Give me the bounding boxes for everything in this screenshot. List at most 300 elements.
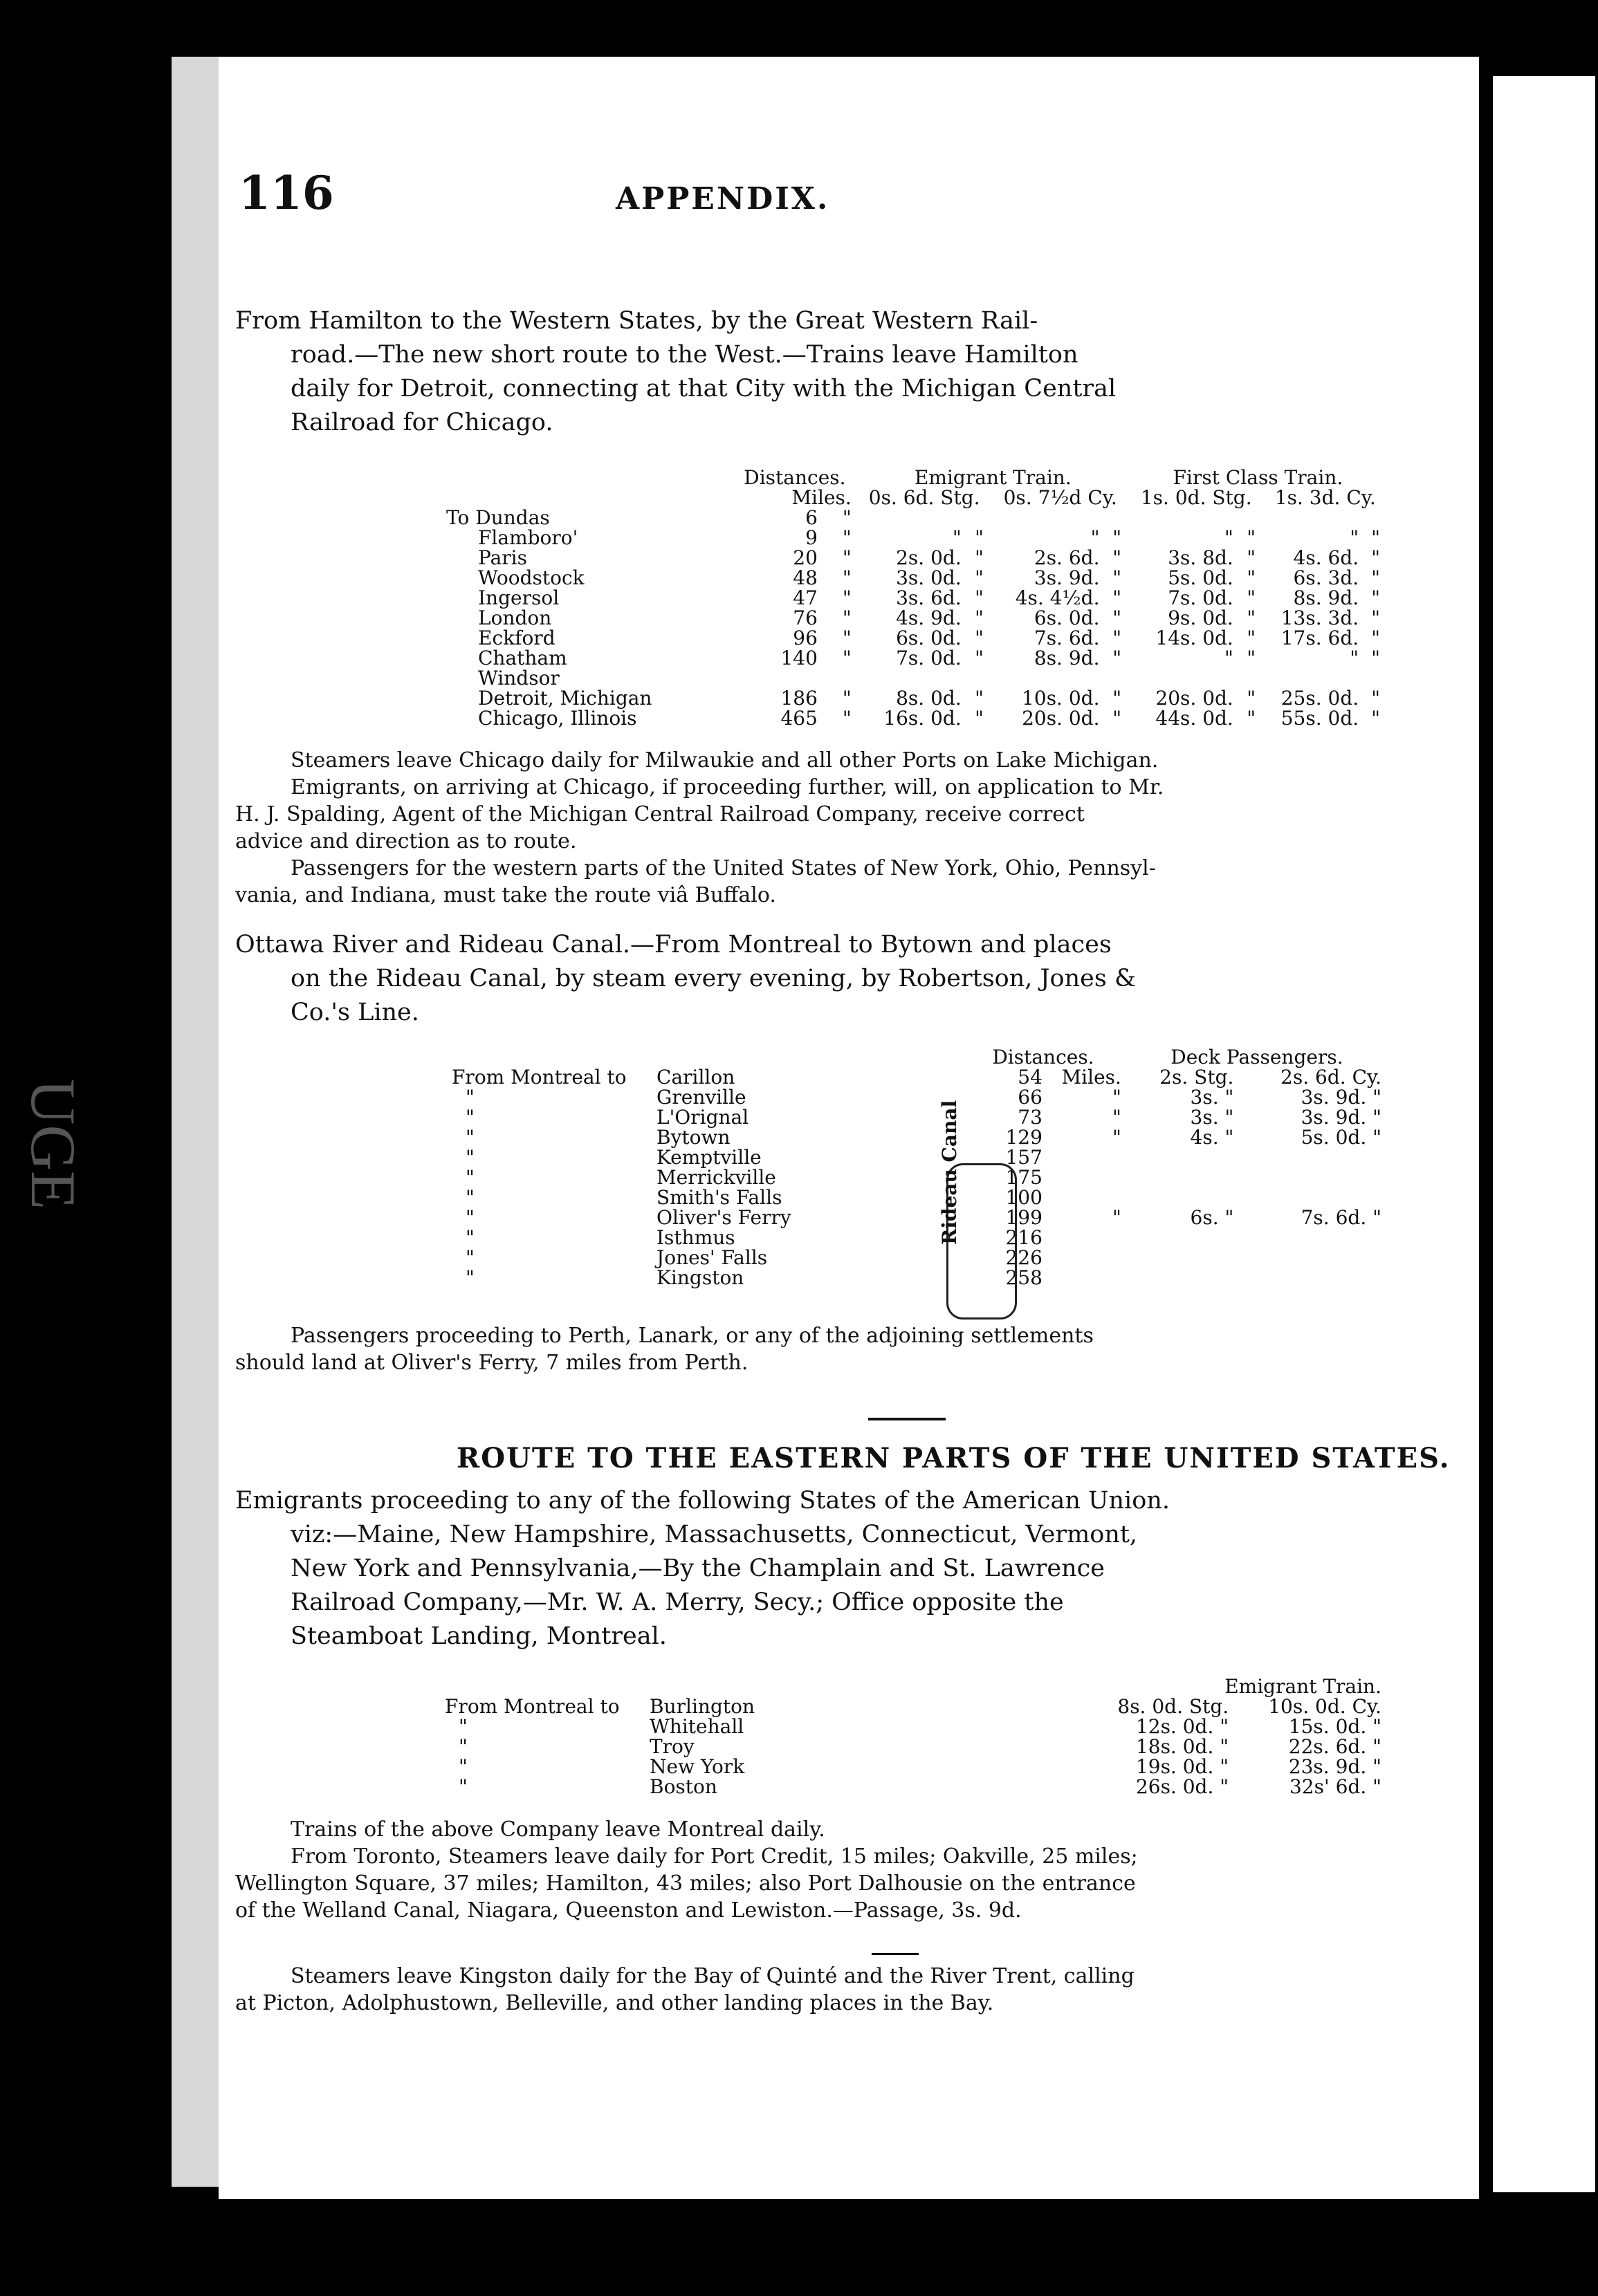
distance-value: 140: [780, 647, 818, 669]
table-row: [439, 1777, 1387, 1797]
distance-value: 157: [1005, 1146, 1043, 1169]
ottawa-paragraph: [235, 928, 1370, 1030]
table-cell: Emigrant Train.: [914, 466, 1072, 489]
table-cell: Paris: [478, 546, 527, 569]
table-cell: 3s. 9d. ": [1301, 1086, 1381, 1109]
table-row: [439, 1757, 1387, 1777]
text-line: Co.'s Line.: [291, 999, 419, 1026]
table-cell: [1127, 1167, 1240, 1187]
distance-unit: ": [1112, 1106, 1121, 1129]
text-line: should land at Oliver's Ferry, 7 miles from Perth.: [235, 1351, 749, 1375]
table-cell: [959, 1067, 1127, 1087]
page-number: 116: [239, 166, 334, 220]
text-line: Ottawa River and Rideau Canal.—From Montreal to Bytown and places: [235, 931, 1112, 959]
table-cell: 4s. 9d.: [896, 607, 962, 629]
table-cell: 22s. 6d. ": [1288, 1735, 1381, 1758]
table-cell: ": [1090, 526, 1100, 549]
table-cell: [733, 708, 857, 728]
table-cell: Chicago, Illinois: [478, 707, 637, 730]
distance-value: 226: [1005, 1246, 1043, 1269]
table-cell: Burlington: [650, 1695, 755, 1718]
table-cell: Carillon: [656, 1066, 735, 1089]
table-cell: London: [478, 607, 552, 629]
table-cell: ": [1371, 607, 1381, 629]
table-cell: Detroit, Michigan: [478, 687, 652, 710]
distance-value: 199: [1005, 1206, 1043, 1229]
table-cell: ": [1112, 607, 1122, 629]
table-cell: [733, 528, 857, 548]
eastern-route-title: ROUTE TO THE EASTERN PARTS OF THE UNITED STATES.: [457, 1442, 1451, 1474]
table-row: [446, 467, 1387, 488]
table-row: [446, 1167, 1387, 1187]
table-cell: ": [1112, 586, 1122, 609]
text-line: H. J. Spalding, Agent of the Michigan Central Railroad Company, receive correct: [235, 802, 1085, 826]
table-cell: [1239, 1167, 1387, 1187]
table-cell: 12s. 0d. ": [1135, 1715, 1229, 1738]
table-cell: [733, 688, 857, 708]
text-line: Passengers for the western parts of the United States of New York, Ohio, Pennsyl-: [291, 856, 1156, 880]
table-cell: 8s. 9d.: [1293, 586, 1359, 609]
table-cell: [1239, 508, 1264, 528]
table-cell: ": [466, 1106, 475, 1129]
table-cell: 2s. 0d.: [896, 546, 962, 569]
table-row: [446, 528, 1387, 548]
table-cell: To Dundas: [446, 506, 550, 529]
table-cell: [446, 467, 733, 488]
table-row: [446, 608, 1387, 628]
book-spine: [172, 57, 219, 2187]
table-cell: ": [1371, 526, 1381, 549]
section-rule: [868, 1418, 946, 1420]
table-cell: ": [466, 1166, 475, 1189]
distance-value: 258: [1005, 1266, 1043, 1289]
great-western-fare-table: [446, 467, 1387, 728]
table-cell: From Montreal to: [445, 1695, 620, 1718]
text-line: of the Welland Canal, Niagara, Queenston and Lewiston.—Passage, 3s. 9d.: [235, 1898, 1022, 1923]
table-cell: 14s. 0d.: [1155, 627, 1233, 649]
ditto-mark: ": [842, 526, 852, 549]
table-cell: Distances.: [992, 1046, 1094, 1068]
table-cell: 2s. Stg.: [1159, 1066, 1234, 1089]
table-cell: [1264, 508, 1365, 528]
table-cell: 3s. 9d.: [1034, 566, 1100, 589]
distance-value: 129: [1005, 1126, 1043, 1149]
table-cell: 2s. 6d. Cy.: [1280, 1066, 1381, 1089]
text-line: Steamers leave Kingston daily for the Bay of Quinté and the River Trent, calling: [291, 1964, 1135, 1988]
table-row: [446, 1187, 1387, 1207]
section-rule: [872, 1953, 919, 1955]
table-cell: 20s. 0d.: [1022, 707, 1100, 730]
table-cell: [644, 1676, 1084, 1696]
table-cell: [1127, 1228, 1240, 1248]
table-row: [446, 1207, 1387, 1228]
table-cell: ": [1247, 586, 1256, 609]
table-cell: ": [1350, 647, 1359, 669]
great-western-notes: [235, 747, 1370, 909]
table-cell: 6s. 3d.: [1293, 566, 1359, 589]
table-cell: ": [466, 1086, 475, 1109]
table-cell: [733, 668, 857, 688]
table-row: [446, 1228, 1387, 1248]
canal-label: Rideau Canal: [938, 1100, 961, 1245]
text-line: Passengers proceeding to Perth, Lanark, or any of the adjoining settlements: [291, 1324, 1094, 1348]
table-cell: [1127, 1187, 1240, 1207]
table-cell: [1239, 1187, 1387, 1207]
table-cell: [959, 1127, 1127, 1147]
table-cell: ": [1371, 687, 1381, 710]
table-cell: 15s. 0d. ": [1288, 1715, 1381, 1738]
table-cell: Isthmus: [656, 1226, 735, 1249]
table-cell: 4s. ": [1190, 1126, 1234, 1149]
table-row: [446, 1268, 1387, 1288]
text-line: Steamers leave Chicago daily for Milwaukie and all other Ports on Lake Michigan.: [291, 748, 1159, 772]
table-cell: Kingston: [656, 1266, 744, 1289]
table-row: [446, 568, 1387, 588]
table-cell: [446, 488, 733, 508]
table-cell: New York: [650, 1755, 745, 1778]
table-cell: Whitehall: [650, 1715, 744, 1738]
table-row: [446, 648, 1387, 668]
table-cell: 10s. 0d.: [1022, 687, 1100, 710]
spine-lettering: UGE: [18, 1079, 89, 1210]
table-cell: 19s. 0d. ": [1135, 1755, 1229, 1778]
text-line: advice and direction as to route.: [235, 829, 577, 853]
table-cell: [1105, 508, 1129, 528]
text-line: road.—The new short route to the West.—Trains leave Hamilton: [291, 341, 1078, 369]
table-cell: Ingersol: [478, 586, 560, 609]
eastern-notes: [235, 1816, 1370, 1924]
table-cell: [1127, 1248, 1240, 1268]
table-cell: 8s. 0d.: [896, 687, 962, 710]
table-row: [446, 1127, 1387, 1147]
table-cell: [733, 588, 857, 608]
table-cell: ": [459, 1735, 468, 1758]
table-cell: [1127, 1147, 1240, 1167]
table-cell: ": [1224, 647, 1233, 669]
distance-value: 175: [1005, 1166, 1043, 1189]
table-cell: Merrickville: [656, 1166, 776, 1189]
table-cell: [1239, 1248, 1387, 1268]
distance-unit: ": [1112, 1086, 1121, 1109]
table-cell: 6s. 0d.: [896, 627, 962, 649]
distance-value: 186: [780, 687, 818, 710]
distance-value: 9: [805, 526, 818, 549]
table-row: [446, 1087, 1387, 1107]
table-cell: 3s. 8d.: [1168, 546, 1233, 569]
table-cell: 1s. 3d. Cy.: [1274, 486, 1376, 509]
table-cell: [1239, 1147, 1387, 1167]
table-cell: ": [1247, 607, 1256, 629]
table-cell: ": [975, 707, 984, 730]
table-cell: First Class Train.: [1173, 466, 1343, 489]
table-cell: 18s. 0d. ": [1135, 1735, 1229, 1758]
table-row: [446, 588, 1387, 608]
table-cell: [439, 1676, 644, 1696]
table-row: [446, 628, 1387, 648]
table-cell: 7s. 6d.: [1034, 627, 1100, 649]
table-cell: 0s. 7½d Cy.: [1003, 486, 1117, 509]
table-cell: [967, 508, 992, 528]
table-cell: ": [1247, 687, 1256, 710]
ottawa-note: [235, 1322, 1370, 1376]
table-cell: 25s. 0d.: [1280, 687, 1359, 710]
text-line: New York and Pennsylvania,—By the Champlain and St. Lawrence: [291, 1555, 1105, 1582]
table-cell: ": [466, 1266, 475, 1289]
text-line: viz:—Maine, New Hampshire, Massachusetts, Connecticut, Vermont,: [291, 1521, 1138, 1548]
table-row: [446, 1067, 1387, 1087]
text-line: Trains of the above Company leave Montreal daily.: [291, 1817, 825, 1842]
table-cell: 5s. 0d.: [1168, 566, 1233, 589]
table-cell: [959, 1087, 1127, 1107]
distance-value: 47: [793, 586, 818, 609]
table-row: [446, 508, 1387, 528]
distance-value: 6: [805, 506, 818, 529]
table-cell: Grenville: [656, 1086, 746, 1109]
table-cell: 7s. 0d.: [896, 647, 962, 669]
table-row: [446, 688, 1387, 708]
table-cell: ": [952, 526, 962, 549]
table-cell: [1364, 508, 1387, 528]
table-cell: Flamboro': [478, 526, 578, 549]
ditto-mark: ": [842, 566, 852, 589]
facing-page-edge: [1493, 76, 1595, 2192]
text-line: at Picton, Adolphustown, Belleville, and other landing places in the Bay.: [235, 1991, 994, 2015]
table-cell: [446, 1047, 651, 1067]
table-row: [439, 1676, 1387, 1696]
table-row: [446, 1107, 1387, 1127]
table-cell: ": [1247, 627, 1256, 649]
table-cell: 4s. 4½d.: [1015, 586, 1100, 609]
table-cell: 10s. 0d. Cy.: [1268, 1695, 1381, 1718]
table-cell: 55s. 0d.: [1280, 707, 1359, 730]
table-cell: Boston: [650, 1775, 717, 1798]
table-cell: 16s. 0d.: [883, 707, 962, 730]
distance-value: 216: [1005, 1226, 1043, 1249]
table-cell: 6s. 0d.: [1034, 607, 1100, 629]
table-cell: ": [459, 1755, 468, 1778]
table-row: [446, 1147, 1387, 1167]
table-cell: [857, 668, 967, 688]
table-cell: [651, 1047, 959, 1067]
text-line: From Hamilton to the Western States, by the Great Western Rail-: [235, 307, 1038, 335]
table-cell: ": [975, 546, 984, 569]
table-cell: ": [1371, 707, 1381, 730]
table-cell: [1364, 668, 1387, 688]
table-row: [446, 488, 1387, 508]
table-cell: [733, 608, 857, 628]
distance-value: 465: [780, 707, 818, 730]
table-cell: Chatham: [478, 647, 567, 669]
table-cell: ": [466, 1186, 475, 1209]
table-cell: [1129, 668, 1239, 688]
table-cell: [733, 548, 857, 568]
great-western-paragraph: [235, 304, 1370, 440]
table-cell: L'Orignal: [656, 1106, 749, 1129]
table-cell: ": [466, 1226, 475, 1249]
table-cell: ": [975, 526, 984, 549]
table-row: [446, 548, 1387, 568]
table-cell: 8s. 0d. Stg.: [1117, 1695, 1229, 1718]
table-cell: ": [466, 1246, 475, 1269]
text-line: Steamboat Landing, Montreal.: [291, 1622, 667, 1650]
table-cell: ": [459, 1715, 468, 1738]
table-row: [439, 1737, 1387, 1757]
distance-value: 73: [1018, 1106, 1043, 1129]
table-cell: 44s. 0d.: [1155, 707, 1233, 730]
table-cell: 9s. 0d.: [1168, 607, 1233, 629]
table-cell: [733, 648, 857, 668]
distance-value: 96: [793, 627, 818, 649]
table-cell: Bytown: [656, 1126, 731, 1149]
table-cell: ": [1112, 687, 1122, 710]
table-cell: 20s. 0d.: [1155, 687, 1233, 710]
table-cell: Jones' Falls: [656, 1246, 768, 1269]
table-cell: [733, 628, 857, 648]
table-cell: [991, 668, 1105, 688]
table-cell: 3s. 9d. ": [1301, 1106, 1381, 1129]
table-cell: Smith's Falls: [656, 1186, 782, 1209]
running-header: APPENDIX.: [616, 181, 830, 216]
table-cell: Troy: [650, 1735, 695, 1758]
table-cell: [1127, 1268, 1240, 1288]
table-row: [446, 1047, 1387, 1067]
table-cell: [967, 668, 992, 688]
ditto-mark: ": [842, 707, 852, 730]
eastern-fare-table: [439, 1676, 1387, 1797]
ditto-mark: ": [842, 506, 852, 529]
table-cell: 7s. 0d.: [1168, 586, 1233, 609]
distance-value: 20: [793, 546, 818, 569]
text-line: From Toronto, Steamers leave daily for Port Credit, 15 miles; Oakville, 25 miles;: [291, 1844, 1138, 1869]
table-cell: ": [1371, 566, 1381, 589]
table-cell: ": [466, 1146, 475, 1169]
table-row: [439, 1696, 1387, 1716]
table-cell: Eckford: [478, 627, 555, 649]
eastern-paragraph: [235, 1484, 1370, 1654]
kingston-note: [235, 1963, 1370, 2017]
table-cell: 3s. 6d.: [896, 586, 962, 609]
table-cell: 13s. 3d.: [1280, 607, 1359, 629]
table-cell: ": [975, 687, 984, 710]
table-cell: ": [1350, 526, 1359, 549]
table-cell: [733, 568, 857, 588]
distance-value: 100: [1005, 1186, 1043, 1209]
table-cell: ": [1247, 566, 1256, 589]
table-cell: [1239, 1228, 1387, 1248]
table-cell: ": [1371, 647, 1381, 669]
table-cell: ": [1112, 627, 1122, 649]
table-cell: [1239, 668, 1264, 688]
table-cell: ": [1112, 526, 1122, 549]
ditto-mark: ": [842, 687, 852, 710]
table-cell: 0s. 6d. Stg.: [868, 486, 980, 509]
table-row: [439, 1716, 1387, 1737]
table-row: [446, 1248, 1387, 1268]
table-cell: 23s. 9d. ": [1288, 1755, 1381, 1778]
table-cell: 17s. 6d.: [1280, 627, 1359, 649]
text-line: Railroad Company,—Mr. W. A. Merry, Secy.; Office opposite the: [291, 1589, 1064, 1616]
table-cell: ": [1371, 586, 1381, 609]
table-cell: 4s. 6d.: [1293, 546, 1359, 569]
table-cell: From Montreal to: [452, 1066, 627, 1089]
table-cell: Woodstock: [478, 566, 585, 589]
table-cell: Windsor: [478, 667, 560, 689]
table-cell: ": [1112, 546, 1122, 569]
ditto-mark: ": [842, 647, 852, 669]
table-cell: [959, 1107, 1127, 1127]
ditto-mark: ": [842, 627, 852, 649]
distance-unit: ": [1112, 1126, 1121, 1149]
table-cell: Emigrant Train.: [1224, 1675, 1381, 1698]
table-cell: 2s. 6d.: [1034, 546, 1100, 569]
table-cell: 5s. 0d. ": [1301, 1126, 1381, 1149]
table-cell: 6s. ": [1190, 1206, 1234, 1229]
table-cell: [1129, 508, 1239, 528]
text-line: daily for Detroit, connecting at that City with the Michigan Central: [291, 375, 1117, 402]
table-cell: Oliver's Ferry: [656, 1206, 791, 1229]
distance-value: 54: [1018, 1066, 1043, 1089]
text-line: vania, and Indiana, must take the route viâ Buffalo.: [235, 883, 776, 907]
table-cell: ": [1247, 526, 1256, 549]
distance-value: 48: [793, 566, 818, 589]
table-cell: [991, 508, 1105, 528]
table-cell: ": [1247, 707, 1256, 730]
table-cell: ": [1247, 647, 1256, 669]
text-line: Railroad for Chicago.: [291, 409, 553, 436]
table-cell: ": [459, 1775, 468, 1798]
ditto-mark: ": [842, 607, 852, 629]
table-cell: Distances.: [744, 466, 846, 489]
table-row: [446, 708, 1387, 728]
distance-value: 76: [793, 607, 818, 629]
text-line: Wellington Square, 37 miles; Hamilton, 43 miles; also Port Dalhousie on the entrance: [235, 1871, 1136, 1896]
table-cell: ": [466, 1206, 475, 1229]
table-cell: ": [1224, 526, 1233, 549]
table-cell: 26s. 0d. ": [1135, 1775, 1229, 1798]
text-line: Emigrants, on arriving at Chicago, if proceeding further, will, on application to Mr.: [291, 775, 1164, 799]
table-cell: ": [975, 566, 984, 589]
table-cell: [1264, 668, 1365, 688]
table-cell: 3s. ": [1190, 1106, 1234, 1129]
table-cell: Kemptville: [656, 1146, 762, 1169]
text-line: on the Rideau Canal, by steam every evening, by Robertson, Jones &: [291, 965, 1137, 992]
table-cell: ": [1371, 627, 1381, 649]
ditto-mark: ": [842, 586, 852, 609]
distance-unit: Miles.: [1061, 1066, 1121, 1089]
table-cell: 7s. 6d. ": [1301, 1206, 1381, 1229]
table-cell: 8s. 9d.: [1034, 647, 1100, 669]
table-cell: 3s. 0d.: [896, 566, 962, 589]
table-cell: ": [1112, 647, 1122, 669]
table-cell: 32s' 6d. ": [1289, 1775, 1381, 1798]
table-cell: [857, 508, 967, 528]
text-line: Emigrants proceeding to any of the following States of the American Union.: [235, 1487, 1170, 1515]
table-cell: Deck Passengers.: [1170, 1046, 1343, 1068]
table-cell: ": [1112, 566, 1122, 589]
ditto-mark: ": [842, 546, 852, 569]
table-cell: ": [975, 607, 984, 629]
table-cell: ": [975, 627, 984, 649]
table-cell: 1s. 0d. Stg.: [1140, 486, 1252, 509]
table-cell: ": [1247, 546, 1256, 569]
table-cell: 3s. ": [1190, 1086, 1234, 1109]
table-cell: [1105, 668, 1129, 688]
distance-unit: ": [1112, 1206, 1121, 1229]
ottawa-fare-table: [446, 1047, 1387, 1288]
table-cell: ": [1112, 707, 1122, 730]
table-cell: [733, 508, 857, 528]
table-cell: ": [975, 586, 984, 609]
